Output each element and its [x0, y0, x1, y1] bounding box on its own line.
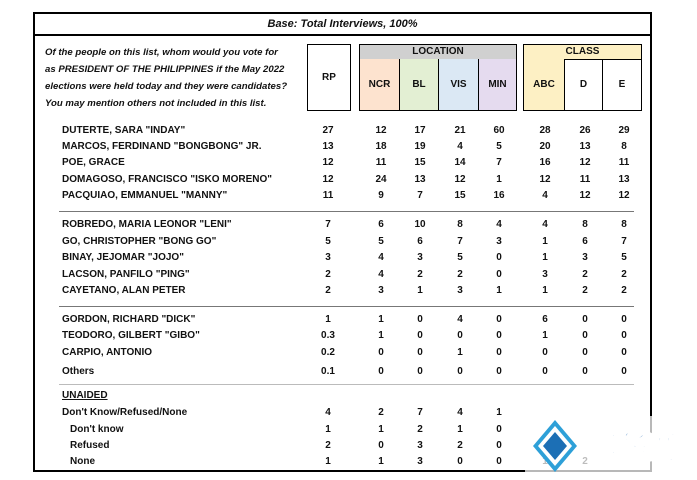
row-divider: [59, 306, 634, 307]
value-cell: 1: [457, 424, 463, 435]
value-cell: 11: [375, 157, 387, 168]
value-cell: 7: [457, 236, 463, 247]
table-row: [35, 250, 650, 266]
value-cell: 3: [496, 236, 502, 247]
value-cell: 12: [322, 174, 334, 185]
value-cell: 8: [621, 141, 627, 152]
value-cell: 4: [457, 314, 463, 325]
candidate-name: POE, GRACE: [62, 157, 125, 168]
value-cell: 11: [618, 157, 630, 168]
value-cell: 0: [417, 330, 423, 341]
value-cell: 18: [375, 141, 387, 152]
candidate-name: PACQUIAO, EMMANUEL "MANNY": [62, 190, 228, 201]
value-cell: 1: [457, 347, 463, 358]
col-ncr: NCR: [360, 59, 400, 110]
value-cell: 0: [542, 366, 548, 377]
value-cell: 1: [496, 285, 502, 296]
value-cell: 2: [325, 285, 331, 296]
value-cell: 12: [579, 190, 591, 201]
value-cell: 2: [417, 269, 423, 280]
value-cell: 1: [417, 285, 423, 296]
candidate-name: ROBREDO, MARIA LEONOR "LENI": [62, 219, 232, 230]
value-cell: 13: [579, 141, 591, 152]
value-cell: 1: [542, 330, 548, 341]
value-cell: 2: [417, 424, 423, 435]
value-cell: 3: [457, 285, 463, 296]
col-bl: BL: [400, 59, 439, 110]
value-cell: 0: [621, 314, 627, 325]
candidate-name: BINAY, JEJOMAR "JOJO": [62, 252, 184, 263]
value-cell: 8: [457, 219, 463, 230]
value-cell: 7: [496, 157, 502, 168]
value-cell: 12: [618, 190, 630, 201]
value-cell: 1: [378, 456, 384, 467]
value-cell: 4: [378, 269, 384, 280]
value-cell: 8: [621, 219, 627, 230]
value-cell: 7: [621, 236, 627, 247]
value-cell: 1: [378, 330, 384, 341]
value-cell: 7: [417, 190, 423, 201]
class-title: CLASS: [524, 45, 641, 60]
candidate-name: Refused: [70, 440, 110, 451]
base-header: Base: Total Interviews, 100%: [35, 14, 650, 36]
value-cell: 2: [621, 269, 627, 280]
value-cell: 3: [378, 285, 384, 296]
value-cell: 2: [325, 440, 331, 451]
value-cell: 1: [542, 285, 548, 296]
value-cell: 0: [621, 366, 627, 377]
value-cell: 4: [378, 252, 384, 263]
value-cell: 0: [496, 314, 502, 325]
table-row: [35, 188, 650, 204]
value-cell: 5: [621, 252, 627, 263]
value-cell: 1: [542, 236, 548, 247]
candidate-name: DOMAGOSO, FRANCISCO "ISKO MORENO": [62, 174, 273, 185]
table-row: [35, 345, 650, 361]
value-cell: 0: [621, 330, 627, 341]
value-cell: 0: [582, 314, 588, 325]
watermark-logo: [525, 412, 697, 480]
value-cell: 4: [542, 190, 548, 201]
table-row: [35, 283, 650, 299]
table-row: [35, 328, 650, 344]
value-cell: 6: [417, 236, 423, 247]
col-min: MIN: [479, 59, 516, 110]
row-divider: [59, 211, 634, 212]
table-row: [35, 234, 650, 250]
col-e: E: [618, 79, 626, 90]
value-cell: 7: [417, 407, 423, 418]
value-cell: 6: [542, 314, 548, 325]
col-vis: VIS: [439, 59, 479, 110]
candidate-name: CAYETANO, ALAN PETER: [62, 285, 186, 296]
candidate-name: GORDON, RICHARD "DICK": [62, 314, 196, 325]
value-cell: 0: [378, 440, 384, 451]
value-cell: 28: [539, 125, 551, 136]
value-cell: 4: [542, 219, 548, 230]
value-cell: 12: [454, 174, 466, 185]
value-cell: 0: [496, 456, 502, 467]
candidate-name: None: [70, 456, 95, 467]
value-cell: 10: [414, 219, 426, 230]
value-cell: 0: [496, 424, 502, 435]
candidate-name: LACSON, PANFILO "PING": [62, 269, 190, 280]
value-cell: 27: [322, 125, 334, 136]
value-cell: 0: [496, 440, 502, 451]
value-cell: 12: [375, 125, 387, 136]
value-cell: 20: [539, 141, 551, 152]
candidate-name: MARCOS, FERDINAND "BONGBONG" JR.: [62, 141, 262, 152]
candidate-name: CARPIO, ANTONIO: [62, 347, 153, 358]
value-cell: 0: [621, 347, 627, 358]
value-cell: 3: [417, 252, 423, 263]
candidate-name: Others: [62, 366, 95, 377]
value-cell: 1: [542, 252, 548, 263]
candidate-name: Don't Know/Refused/None: [62, 407, 188, 418]
value-cell: 7: [325, 219, 331, 230]
value-cell: 0: [542, 347, 548, 358]
value-cell: 2: [582, 285, 588, 296]
value-cell: 11: [579, 174, 591, 185]
value-cell: 5: [496, 141, 502, 152]
value-cell: 16: [493, 190, 505, 201]
value-cell: 0: [457, 456, 463, 467]
col-abc: ABC: [524, 59, 565, 110]
value-cell: 3: [542, 269, 548, 280]
value-cell: 0: [582, 347, 588, 358]
value-cell: 13: [618, 174, 630, 185]
value-cell: 26: [579, 125, 591, 136]
col-d: D: [565, 59, 603, 110]
value-cell: 13: [322, 141, 334, 152]
table-row: [35, 172, 650, 188]
question-text: Of the people on this list, whom would you vote for as PRESIDENT OF THE PHILIPPINES if the May 2022 elections were held today and they were candidates? You may mention others not included in this list.: [45, 47, 288, 109]
value-cell: 4: [457, 141, 463, 152]
table-row: [35, 312, 650, 328]
value-cell: 14: [454, 157, 466, 168]
value-cell: 8: [582, 219, 588, 230]
location-header: [359, 44, 517, 111]
value-cell: 6: [582, 236, 588, 247]
value-cell: 15: [454, 190, 466, 201]
value-cell: 12: [539, 174, 551, 185]
value-cell: 4: [325, 407, 331, 418]
value-cell: 1: [325, 456, 331, 467]
value-cell: 3: [582, 252, 588, 263]
value-cell: 2: [378, 407, 384, 418]
value-cell: 0: [457, 330, 463, 341]
value-cell: 0: [457, 366, 463, 377]
table-row: [35, 139, 650, 155]
value-cell: 13: [414, 174, 426, 185]
rp-header: RP: [307, 44, 351, 111]
value-cell: 15: [414, 157, 426, 168]
row-divider: [59, 384, 634, 385]
value-cell: 16: [539, 157, 551, 168]
value-cell: 0: [582, 366, 588, 377]
candidate-name: TEODORO, GILBERT "GIBO": [62, 330, 200, 341]
value-cell: 24: [375, 174, 387, 185]
value-cell: 0.1: [321, 366, 335, 377]
value-cell: 0: [378, 347, 384, 358]
value-cell: 12: [322, 157, 334, 168]
unaided-title: UNAIDED: [62, 390, 108, 401]
value-cell: 6: [378, 219, 384, 230]
value-cell: 4: [457, 407, 463, 418]
class-header: [523, 44, 642, 111]
table-row: [35, 217, 650, 233]
value-cell: 19: [414, 141, 426, 152]
value-cell: 3: [417, 456, 423, 467]
value-cell: 0: [496, 366, 502, 377]
value-cell: 1: [378, 424, 384, 435]
table-row: [35, 155, 650, 171]
value-cell: 3: [417, 440, 423, 451]
value-cell: 1: [496, 174, 502, 185]
value-cell: 0.3: [321, 330, 335, 341]
value-cell: 4: [496, 219, 502, 230]
value-cell: 12: [579, 157, 591, 168]
candidate-name: DUTERTE, SARA "INDAY": [62, 125, 186, 136]
value-cell: 5: [378, 236, 384, 247]
value-cell: 0: [496, 252, 502, 263]
value-cell: 2: [582, 269, 588, 280]
value-cell: 0: [417, 347, 423, 358]
value-cell: 0: [417, 314, 423, 325]
location-title: LOCATION: [360, 45, 516, 60]
value-cell: 0: [582, 330, 588, 341]
value-cell: 1: [378, 314, 384, 325]
value-cell: 0: [417, 366, 423, 377]
value-cell: 1: [496, 407, 502, 418]
value-cell: 60: [493, 125, 505, 136]
value-cell: 0: [496, 347, 502, 358]
value-cell: 9: [378, 190, 384, 201]
watermark-text: 菲华网: [587, 431, 677, 466]
value-cell: 1: [325, 314, 331, 325]
table-row: [35, 364, 650, 380]
value-cell: 21: [454, 125, 466, 136]
value-cell: 3: [325, 252, 331, 263]
value-cell: 11: [322, 190, 334, 201]
candidate-name: Don't know: [70, 424, 124, 435]
table-row: [35, 267, 650, 283]
value-cell: 17: [414, 125, 426, 136]
candidate-name: GO, CHRISTOPHER "BONG GO": [62, 236, 217, 247]
value-cell: 0: [496, 330, 502, 341]
value-cell: 0.2: [321, 347, 335, 358]
value-cell: 0: [378, 366, 384, 377]
table-row: [35, 123, 650, 139]
value-cell: 2: [457, 440, 463, 451]
value-cell: 1: [325, 424, 331, 435]
value-cell: 0: [496, 269, 502, 280]
value-cell: 2: [621, 285, 627, 296]
value-cell: 29: [618, 125, 630, 136]
value-cell: 5: [325, 236, 331, 247]
value-cell: 2: [457, 269, 463, 280]
survey-table: [33, 12, 677, 472]
value-cell: 2: [325, 269, 331, 280]
value-cell: 5: [457, 252, 463, 263]
